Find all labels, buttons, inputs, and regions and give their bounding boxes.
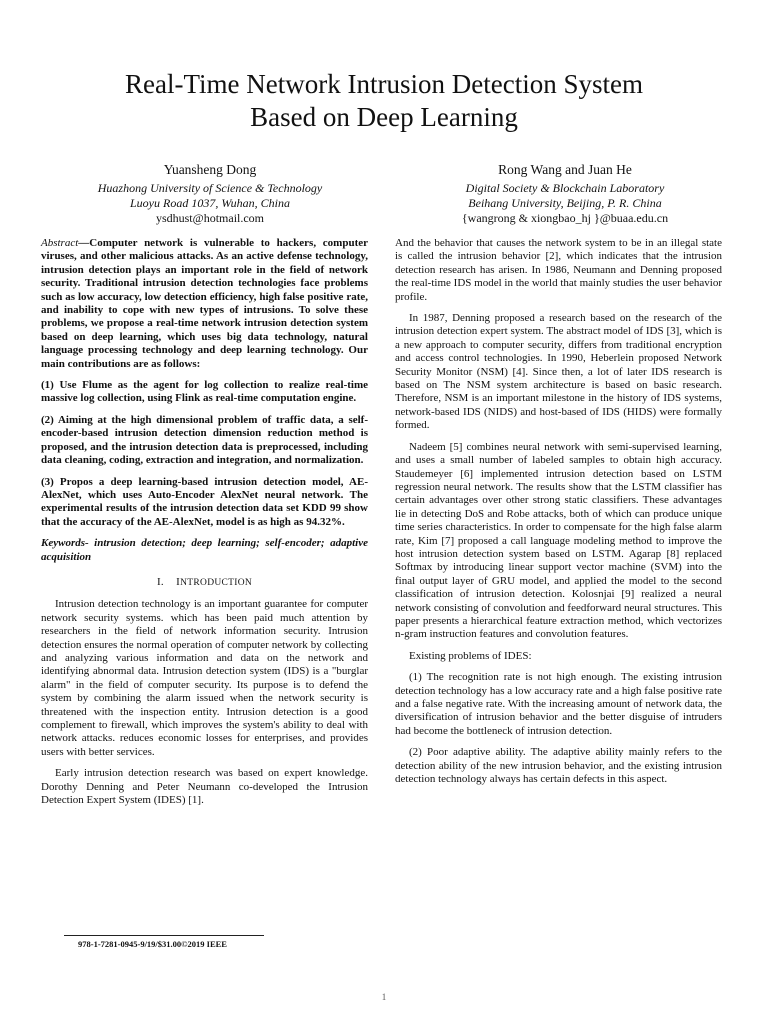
section-title-rest: NTRODUCTION [180,577,253,588]
intro-paragraph-1: Intrusion detection technology is an important guarantee for computer network security systems. which has been paid much attention by researchers in the field of network information security. Intrusion detection ensures the normal operation of computer network by collecting and analyzing various information and data on the network and identifying abnormal data. Intrusion detection system (IDS) is a "burglar alarm" in the field of computer security. Its purpose is to defend the system by combining the alarm issued when the network security is threatened with the inspection entity. Intrusion detection is a good complement to firewall, which improves the system's ability to deal with network attacks. reduces economic losses for enterprises, and provides users with better services. [41,598,368,758]
copyright-footnote: 978-1-7281-0945-9/19/$31.00©2019 IEEE [78,939,227,949]
left-column [41,237,368,815]
keywords: Keywords- intrusion detection; deep learning; self-encoder; adaptive acquisition [41,537,368,563]
right-column [395,237,722,794]
intro-paragraph-2: Early intrusion detection research was based on expert knowledge. Dorothy Denning and Peter Neumann co-developed the Intrusion Detection Expert System (IDES) [1]. [41,767,368,807]
section-number: I. [156,575,164,588]
abstract-text: —Computer network is vulnerable to hackers, computer viruses, and other malicious attacks. As an active defense technology, intrusion detection plays an important role in the field of network security. Traditional intrusion detection technologies face problems such as low accuracy, low detection efficiency, high false positive rate, and inability to cope with new types of intrusions. To solve these problems, we propose a real-time network intrusion detection system based on deep learning, which uses big data technology, natural language processing technology and deep learning technology. Our main contributions are as follows: [41,237,368,370]
abstract-label: Abstract [41,237,79,249]
section-title-initial: I [176,575,181,588]
paper-title [40,68,728,134]
author-name: Rong Wang and Juan He [498,162,632,177]
section-heading-introduction [41,576,368,590]
body-paragraph-1: And the behavior that causes the network system to be in an illegal state is called the intrusion behavior [2], which indicates that the intrusion detection research has arisen. In 1986, Neumann and Denning proposed the real-time IDS model in the world that mainly studies the user behavior profile. [395,237,722,303]
contribution-2: (2) Aiming at the high dimensional problem of traffic data, a self-encoder-based intrusion detection dimension reduction method is proposed, and the intrusion detection data is preprocessed, including data cleaning, coding, extraction and integration, and normalization. [41,413,368,467]
author-affiliation: Huazhong University of Science & Technology [97,181,323,195]
body-paragraph-2: In 1987, Denning proposed a research based on the research of the intrusion detection expert system. The abstract model of IDS [3], which is a new approach to computer security, differs from traditional encryption and access control technologies. In 1990, Heberlein proposed Network Security Monitor (NSM) [4]. Since then, a lot of later IDS research is based on The NSM system architecture is based on basic research. Therefore, NSM is an important milestone in the history of IDS systems, network-based IDS (NIDS) and host-based of IDS (HIDS) were formally formed. [395,312,722,432]
author-block-2 [410,162,720,226]
title-line-1: Real-Time Network Intrusion Detection System [125,69,643,99]
author-address: Luoyu Road 1037, Wuhan, China [129,196,290,210]
author-address: Beihang University, Beijing, P. R. China [468,196,662,210]
contribution-1: (1) Use Flume as the agent for log collection to realize real-time massive log collection, using Flink as real-time computation engine. [41,379,368,405]
page-number: 1 [381,992,387,1002]
body-paragraph-5: (1) The recognition rate is not high enough. The existing intrusion detection technology has a low accuracy rate and a high false positive rate and a false negative rate. With the increasing amount of network data, the diversification of intrusion behavior and the better disguise of intruders had become the bottleneck of intrusion detection. [395,671,722,737]
body-paragraph-6: (2) Poor adaptive ability. The adaptive ability mainly refers to the detection ability of the new intrusion behavior, and the existing intrusion detection technology always has certain defects in this aspect. [395,746,722,786]
contribution-3: (3) Propos a deep learning-based intrusion detection model, AE-AlexNet, which uses Auto-Encoder AlexNet neural network. The experimental results of the intrusion detection data set KDD 99 show that the accuracy of the AE-AlexNet, model is as high as 94.32%. [41,475,368,528]
footnote-divider [64,935,264,936]
author-email: ysdhust@hotmail.com [155,211,265,225]
author-email: {wangrong & xiongbao_hj }@buaa.edu.cn [461,211,669,225]
abstract [41,237,368,371]
title-line-2: Based on Deep Learning [250,102,518,132]
body-paragraph-4: Existing problems of IDES: [409,649,532,662]
author-block-1 [60,162,360,226]
author-affiliation: Digital Society & Blockchain Laboratory [465,181,665,195]
author-name: Yuansheng Dong [163,162,257,177]
body-paragraph-3: Nadeem [5] combines neural network with semi-supervised learning, and uses a small number of labeled samples to obtain high accuracy. Staudemeyer [6] implemented intrusion detection based on LSTM regression neural network. The results show that the LSTM classifier has certain advantages over other strong static classifiers. These advantages lie in detecting DoS and Robe attacks, both of which can produce unique time series characteristics. In order to compensate for the high false alarm rate, Kim [7] proposed a call language modeling method to improve the host intrusion detection system based on LSTM. Agarap [8] replaced Softmax by introducing linear support vector machine (SVM) into the final output layer of GRU model, and applied the model to the second classification of intrusion detection. Kolosnjai [9] realized a neural network consisting of convolution and feedforward neural structures. This paper presents a hierarchical feature extraction method, which vectorizes n-gram instruction features and convolution features. [395,440,722,641]
